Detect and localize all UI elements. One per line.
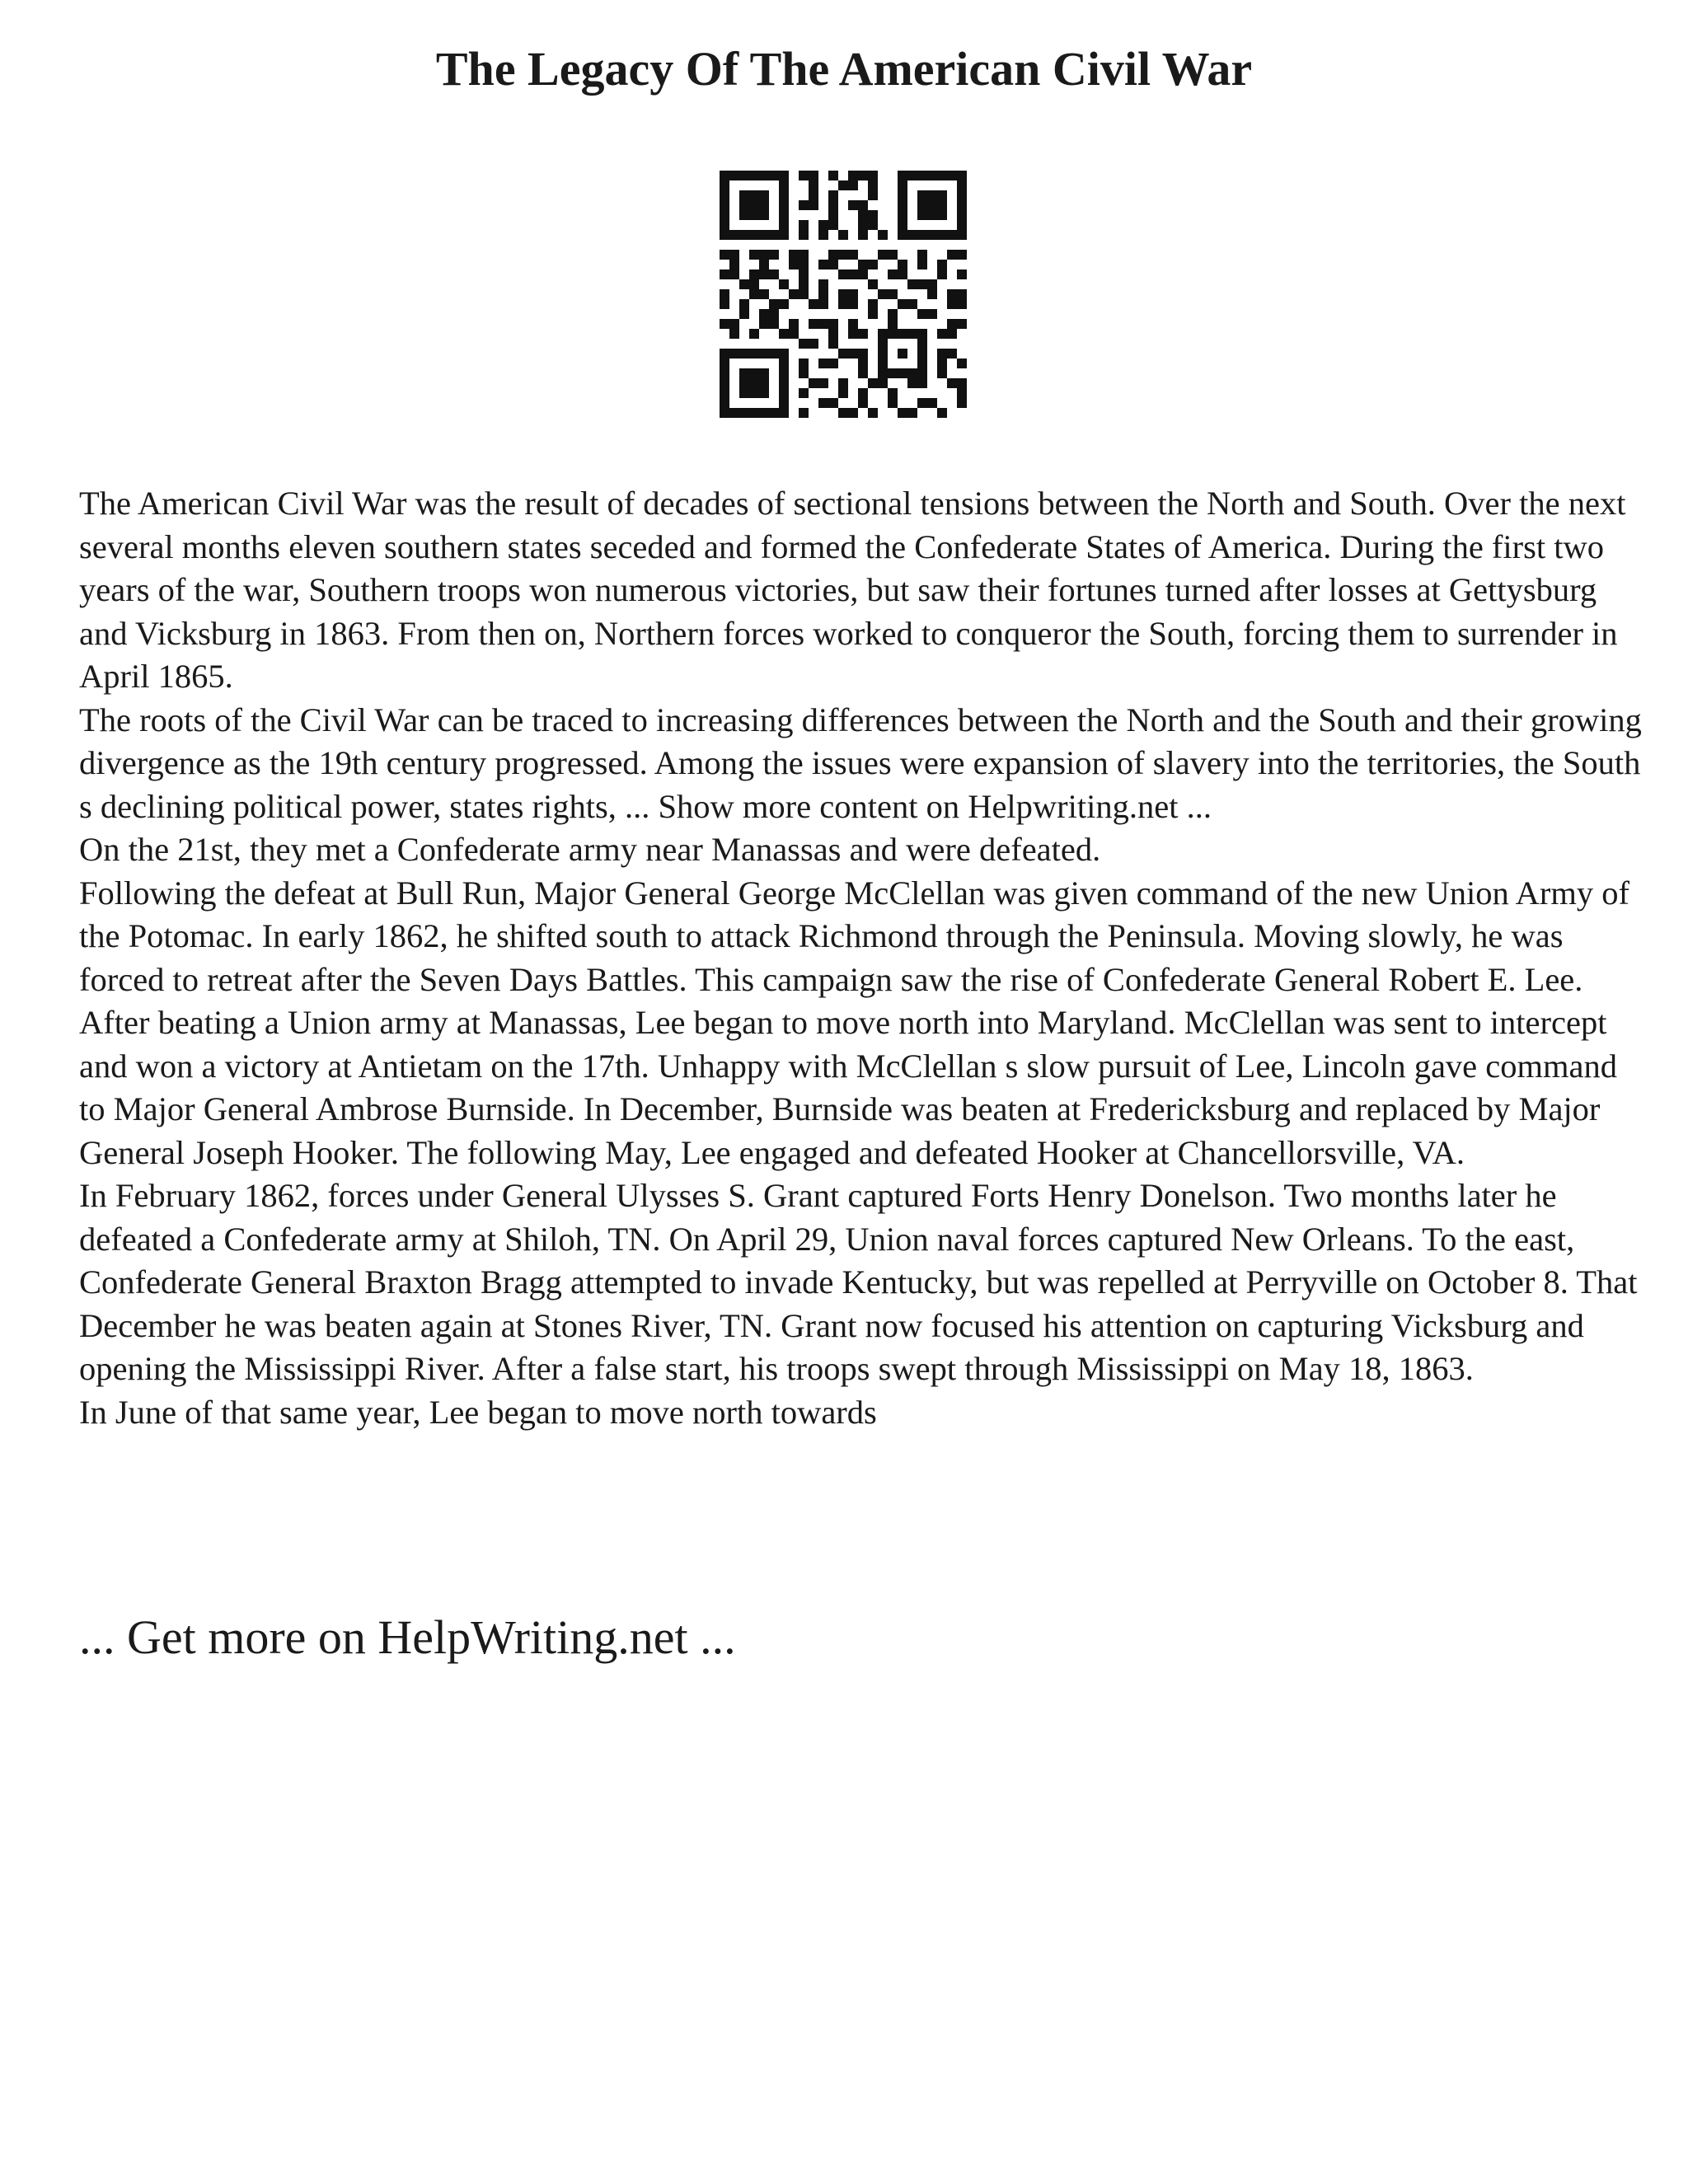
page-title: The Legacy Of The American Civil War <box>435 42 1253 96</box>
article-body <box>79 482 1645 1434</box>
qr-code-graphic <box>720 171 967 418</box>
get-more-link[interactable]: ... Get more on HelpWriting.net ... <box>79 1610 736 1664</box>
qr-code-icon <box>720 171 967 418</box>
paragraph: The roots of the Civil War can be traced to increasing differences between the North and the South and their growing divergence as the 19th century progressed. Among the issues were expansion of slavery into the territories, the South s declining political power, states rights, ... Show more content on Helpwriting.net ... <box>79 701 1642 825</box>
paragraph: The American Civil War was the result of decades of sectional tensions between the North and South. Over the next several months eleven southern states seceded and formed the Confederate States of America. During the first two years of the war, Southern troops won numerous victories, but saw their fortunes turned after losses at Gettysburg and Vicksburg in 1863. From then on, Northern forces worked to conqueror the South, forcing them to surrender in April 1865. <box>79 485 1626 695</box>
paragraph: Following the defeat at Bull Run, Major General George McClellan was given command of the new Union Army of the Potomac. In early 1862, he shifted south to attack Richmond through the Peninsula. Moving slowly, he was forced to retreat after the Seven Days Battles. This campaign saw the rise of Confederate General Robert E. Lee. After beating a Union army at Manassas, Lee began to move north into Maryland. McClellan was sent to intercept and won a victory at Antietam on the 17th. Unhappy with McClellan s slow pursuit of Lee, Lincoln gave command to Major General Ambrose Burnside. In December, Burnside was beaten at Fredericksburg and replaced by Major General Joseph Hooker. The following May, Lee engaged and defeated Hooker at Chancellorsville, VA. <box>79 874 1629 1171</box>
paragraph: On the 21st, they met a Confederate army near Manassas and were defeated. <box>79 831 1101 868</box>
paragraph: In February 1862, forces under General Ulysses S. Grant captured Forts Henry Donelson. Two months later he defeated a Confederate army at Shiloh, TN. On April 29, Union naval forces captured New Orleans. To the east, Confederate General Braxton Bragg attempted to invade Kentucky, but was repelled at Perryville on October 8. That December he was beaten again at Stones River, TN. Grant now focused his attention on capturing Vicksburg and opening the Mississippi River. After a false start, his troops swept through Mississippi on May 18, 1863. <box>79 1177 1638 1387</box>
paragraph: In June of that same year, Lee began to move north towards <box>79 1393 877 1431</box>
